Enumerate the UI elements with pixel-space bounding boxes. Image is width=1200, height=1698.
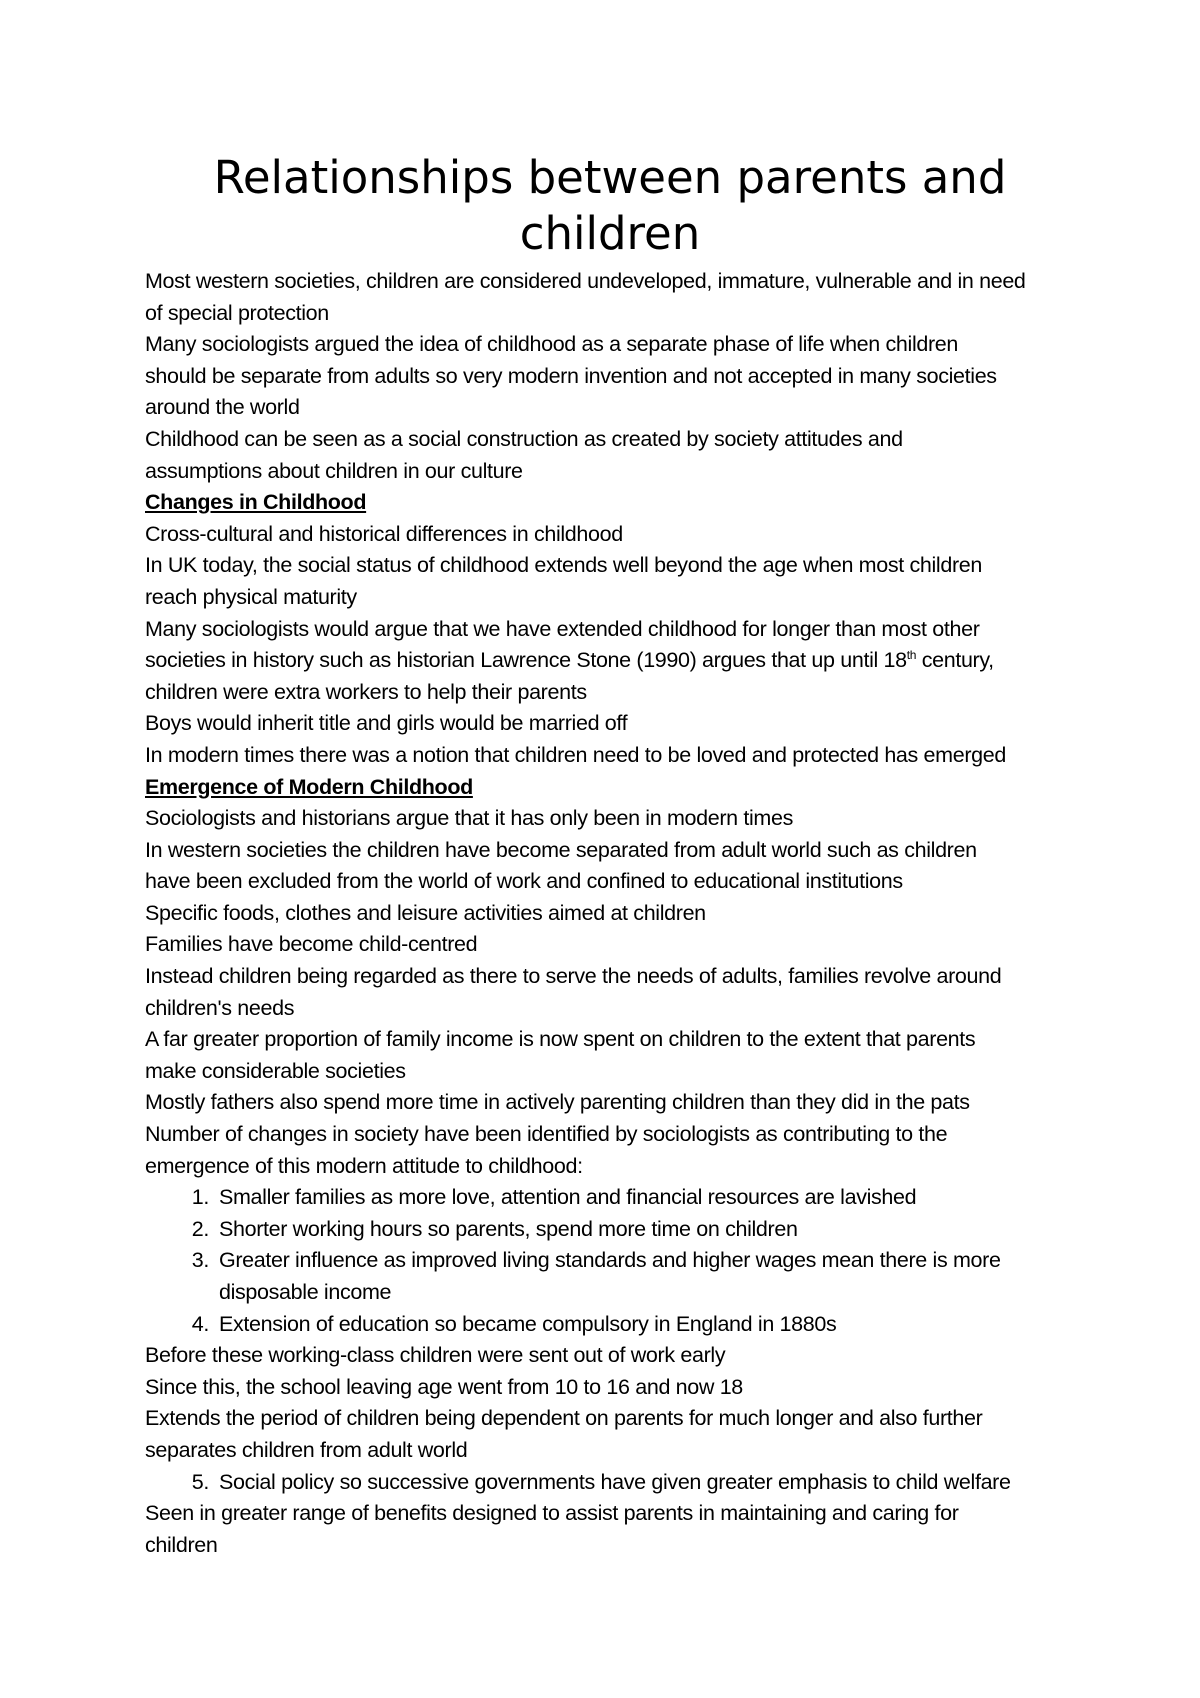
list-item-text: disposable income — [219, 1280, 392, 1304]
list-item-text: Extension of education so became compulsory in England in 1880s — [219, 1311, 837, 1336]
list-number: 3. — [191, 1248, 209, 1273]
ordinal-superscript: th — [906, 647, 917, 662]
text-line: around the world — [145, 395, 300, 420]
section-heading-changes-in-childhood: Changes in Childhood — [145, 490, 367, 515]
text-line-stone — [145, 645, 1075, 677]
stone-text-post: century, — [916, 648, 994, 673]
numbered-list-item — [145, 1214, 1075, 1246]
text-line: Before these working-class children were sent out of work early — [145, 1343, 726, 1368]
text-line: Cross-cultural and historical differences in childhood — [145, 521, 623, 546]
text-line: make considerable societies — [145, 1058, 406, 1083]
text-line: Childhood can be seen as a social construction as created by society attitudes and — [145, 426, 903, 451]
text-line: Families have become child-centred — [145, 932, 478, 957]
text-line: assumptions about children in our culture — [145, 458, 523, 483]
text-line: separates children from adult world — [145, 1437, 468, 1462]
numbered-list-item-continuation — [145, 1277, 1075, 1309]
text-line: have been excluded from the world of work and confined to educational institutions — [145, 869, 903, 894]
text-line: children were extra workers to help their parents — [145, 679, 587, 704]
text-line: Seen in greater range of benefits designed to assist parents in maintaining and caring for — [145, 1501, 959, 1526]
text-line: In UK today, the social status of childhood extends well beyond the age when most children — [145, 553, 982, 578]
list-item-text: Greater influence as improved living standards and higher wages mean there is more — [219, 1248, 1001, 1273]
numbered-list-item — [145, 1309, 1075, 1341]
document-page — [145, 150, 1075, 1561]
numbered-list-item — [145, 1245, 1075, 1277]
text-line: reach physical maturity — [145, 584, 357, 609]
text-line: Specific foods, clothes and leisure activities aimed at children — [145, 900, 706, 925]
list-item-text: Smaller families as more love, attention and financial resources are lavished — [219, 1185, 917, 1210]
title-line-2: children — [519, 207, 701, 260]
text-line: A far greater proportion of family income is now spent on children to the extent that parents — [145, 1027, 976, 1052]
document-title — [145, 150, 1075, 262]
text-line: Instead children being regarded as there to serve the needs of adults, families revolve around — [145, 964, 1002, 989]
text-line: should be separate from adults so very modern invention and not accepted in many societies — [145, 363, 997, 388]
text-line: Since this, the school leaving age went from 10 to 16 and now 18 — [145, 1374, 743, 1399]
text-line: Many sociologists would argue that we have extended childhood for longer than most other — [145, 616, 980, 641]
list-number: 4. — [191, 1311, 209, 1336]
title-line-1: Relationships between parents and — [213, 151, 1007, 204]
text-line: children — [145, 1532, 218, 1557]
text-line: In modern times there was a notion that children need to be loved and protected has emerged — [145, 742, 1006, 767]
text-line: Mostly fathers also spend more time in actively parenting children than they did in the pats — [145, 1090, 970, 1115]
list-number: 1. — [191, 1185, 209, 1210]
text-line: emergence of this modern attitude to childhood: — [145, 1153, 583, 1178]
text-line: Boys would inherit title and girls would be married off — [145, 711, 628, 736]
list-item-text: Social policy so successive governments have given greater emphasis to child welfare — [219, 1469, 1011, 1494]
numbered-list-item — [145, 1467, 1075, 1499]
text-line: Many sociologists argued the idea of childhood as a separate phase of life when children — [145, 332, 959, 357]
list-item-text: Shorter working hours so parents, spend more time on children — [219, 1216, 798, 1241]
text-line: children's needs — [145, 995, 295, 1020]
text-line: Most western societies, children are considered undeveloped, immature, vulnerable and in need — [145, 269, 1026, 293]
section-heading-emergence-of-modern-childhood: Emergence of Modern Childhood — [145, 774, 473, 799]
text-line: Number of changes in society have been identified by sociologists as contributing to the — [145, 1122, 948, 1147]
numbered-list-item — [145, 1182, 1075, 1214]
text-line: Extends the period of children being dependent on parents for much longer and also further — [145, 1406, 983, 1431]
text-line: In western societies the children have become separated from adult world such as children — [145, 837, 977, 862]
list-number: 5. — [191, 1469, 209, 1494]
text-line: Sociologists and historians argue that it has only been in modern times — [145, 806, 794, 831]
list-number: 2. — [191, 1216, 209, 1241]
stone-text-pre: societies in history such as historian Lawrence Stone (1990) argues that up until 18 — [145, 648, 907, 673]
text-line: of special protection — [145, 300, 329, 325]
